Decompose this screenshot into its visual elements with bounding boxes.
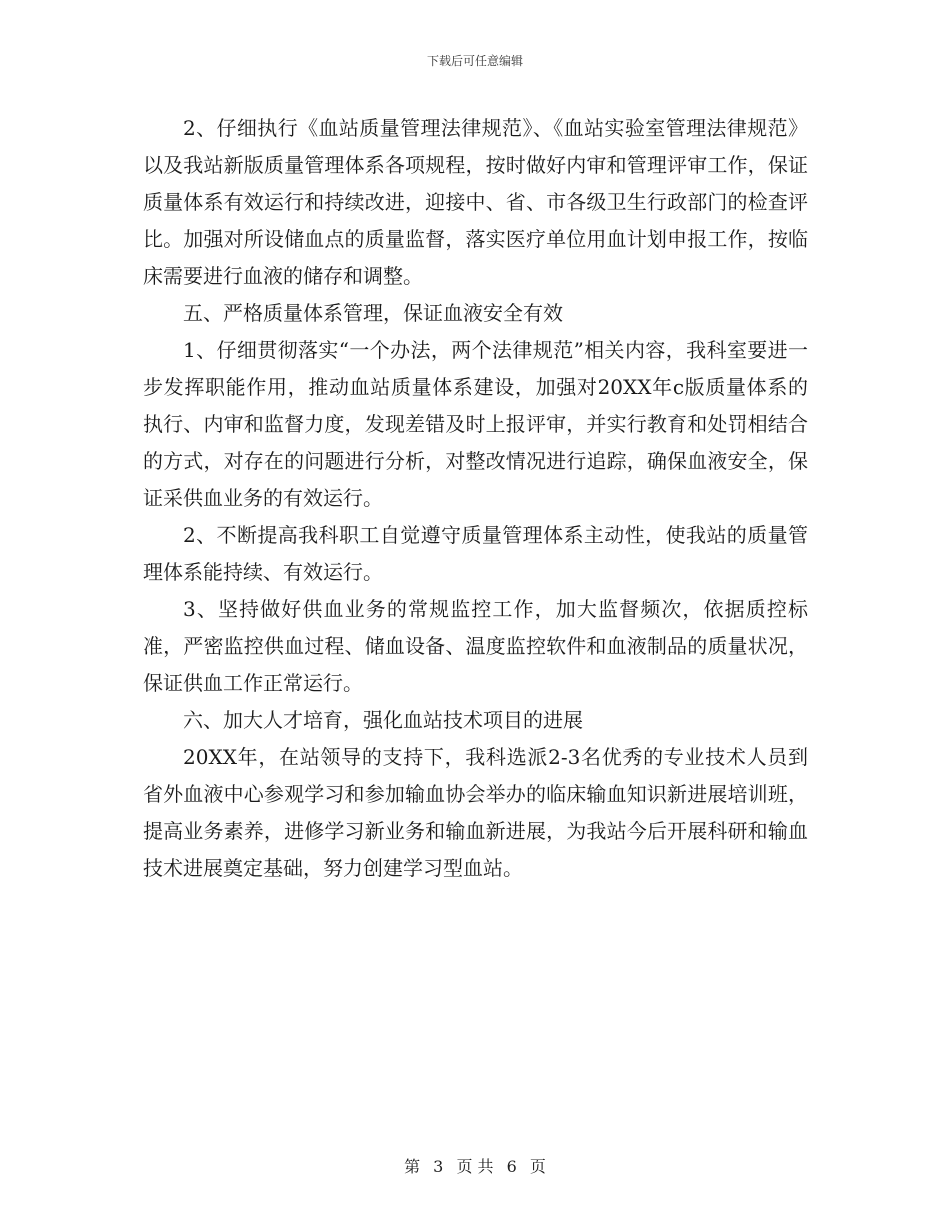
paragraph-item-2-regulations: 2、仔细执行《血站质量管理法律规范》、《血站实验室管理法律规范》以及我站新版质量管理体系各项规程，按时做好内审和管理评审工作，保证质量体系有效运行和持续改进，迎接中、省、市各级卫生行政部门的检查评比。加强对所设储血点的质量监督，落实医疗单位用血计划申报工作，按临床需要进行血液的储存和调整。 bbox=[143, 116, 808, 288]
page-footer bbox=[0, 1154, 950, 1177]
paragraph-training: 20XX年，在站领导的支持下，我科选派2-3名优秀的专业技术人员到省外血液中心参观学习和参加输血协会举办的临床输血知识新进展培训班，提高业务素养，进修学习新业务和输血新进展，为我站今后开展科研和输血技术进展奠定基础，努力创建学习型血站。 bbox=[143, 745, 808, 880]
section-heading-6: 六、加大人才培育，强化血站技术项目的进展 bbox=[183, 708, 583, 732]
footer-prefix: 第 bbox=[404, 1157, 421, 1176]
page-header: 下载后可任意编辑 bbox=[426, 54, 523, 68]
section-heading-5: 五、严格质量体系管理，保证血液安全有效 bbox=[183, 301, 563, 325]
paragraph-item-1-implementation: 1、仔细贯彻落实“一个办法，两个法律规范”相关内容，我科室要进一步发挥职能作用，推动血站质量体系建设，加强对20XX年c版质量体系的执行、内审和监督力度，发现差错及时上报评审，并实行教育和处罚相结合的方式，对存在的问题进行分析，对整改情况进行追踪，确保血液安全，保证采供血业务的有效运行。 bbox=[143, 338, 808, 510]
document-body bbox=[143, 110, 808, 887]
footer-suffix: 页 bbox=[529, 1157, 546, 1176]
paragraph-item-3-monitoring: 3、坚持做好供血业务的常规监控工作，加大监督频次，依据质控标准，严密监控供血过程、储血设备、温度监控软件和血液制品的质量状况，保证供血工作正常运行。 bbox=[143, 597, 808, 695]
current-page-number: 3 bbox=[433, 1157, 444, 1176]
total-page-count: 6 bbox=[506, 1157, 517, 1176]
paragraph-item-2-compliance: 2、不断提高我科职工自觉遵守质量管理体系主动性，使我站的质量管理体系能持续、有效运行。 bbox=[143, 523, 808, 584]
footer-middle: 页 共 bbox=[456, 1157, 494, 1176]
